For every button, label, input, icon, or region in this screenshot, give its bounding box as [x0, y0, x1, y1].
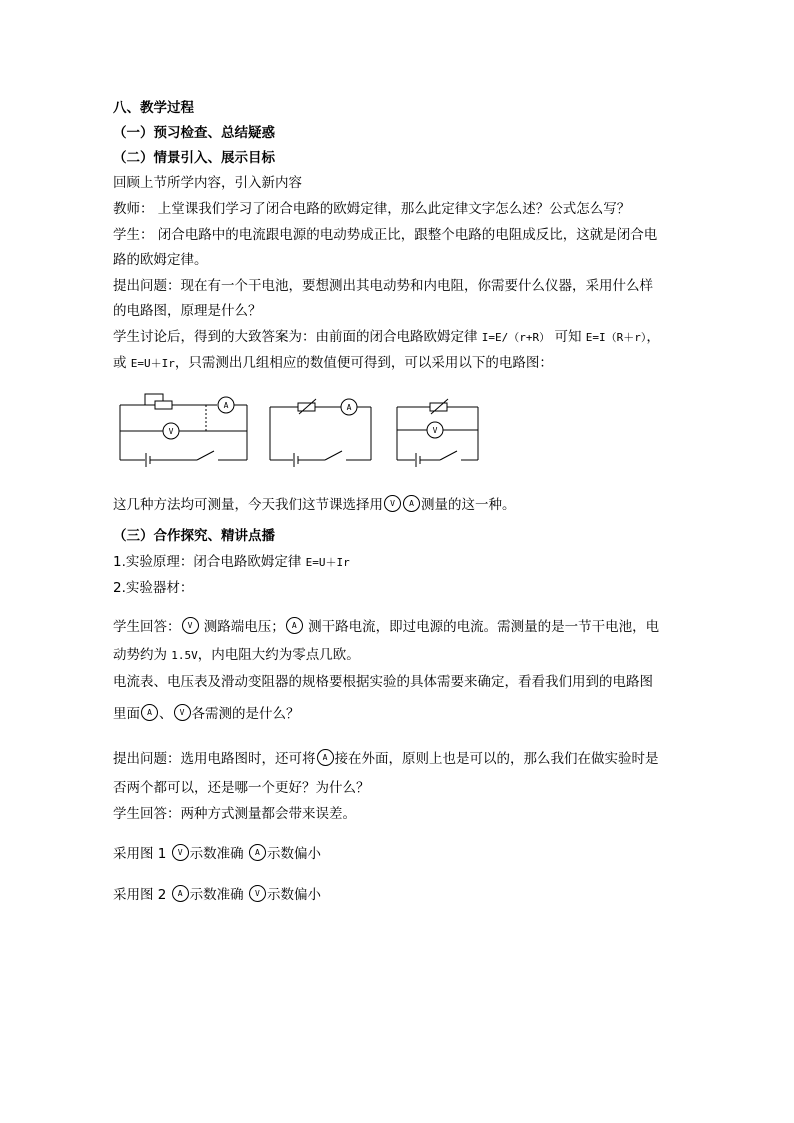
spec-line-1: 电流表、电压表及滑动变阻器的规格要根据实验的具体需要来确定，看看我们用到的电路图	[113, 674, 653, 690]
answer-text: 测干路电流，即过电源的电流。需测量的是一节干电池，电	[303, 619, 660, 635]
discussion-text: 可知	[550, 329, 586, 345]
student-answer-line-1: 学生： 闭合电路中的电流跟电源的电动势成正比，跟整个电路的电阻成反比，这就是闭合电	[113, 227, 658, 243]
ammeter-icon: A	[317, 749, 334, 766]
spec-text: 各需测的是什么？	[191, 706, 300, 722]
answer-text: 学生回答：	[113, 619, 181, 635]
spec-text: 、	[159, 706, 173, 722]
figure1-line	[113, 844, 321, 863]
teacher-line: 教师： 上堂课我们学习了闭合电路的欧姆定律，那么此定律文字怎么述？公式怎么写？	[113, 201, 631, 217]
formula-ohm: I=E/（r+R）	[481, 331, 551, 344]
figure-text: 示数偏小	[266, 887, 321, 903]
voltmeter-icon: V	[172, 844, 189, 861]
formula-emf: E=I（R＋r）	[585, 331, 647, 344]
question2-line-2: 否两个都可以，还是哪一个更好？为什么？	[113, 780, 370, 796]
intro-paragraph: 回顾上节所学内容，引入新内容	[113, 175, 302, 191]
ammeter-label: A	[346, 403, 352, 412]
voltmeter-icon: V	[384, 495, 401, 512]
figure-text: 采用图 2	[113, 887, 171, 903]
ammeter-icon: A	[249, 844, 266, 861]
discussion-text: ，只需测出几组相应的数值便可得到，可以采用以下的电路图：	[174, 355, 553, 371]
voltmeter-icon: V	[249, 885, 266, 902]
ammeter-label: A	[223, 401, 229, 410]
discussion-text: 或	[113, 355, 131, 371]
subsection-2: （二）情景引入、展示目标	[113, 150, 275, 166]
discussion-text: ，	[646, 329, 660, 345]
question-text: 接在外面，原则上也是可以的，那么我们在做实验时是	[334, 751, 659, 767]
ammeter-icon: A	[141, 704, 158, 721]
voltmeter-label: V	[168, 427, 174, 436]
methods-line	[113, 495, 516, 514]
question-line-1: 提出问题：现在有一个干电池，要想测出其电动势和内电阻，你需要什么仪器，采用什么样	[113, 278, 653, 294]
principle-line	[113, 553, 350, 572]
subsection-1: （一）预习检查、总结疑惑	[113, 125, 275, 141]
variable-arrow-icon	[299, 399, 316, 414]
answer-text: ，内电阻大约为零点几欧。	[197, 647, 360, 663]
answer-line-2	[113, 646, 360, 665]
voltmeter-icon: V	[182, 617, 199, 634]
figure-text: 示数偏小	[266, 846, 321, 862]
voltmeter-label: V	[432, 426, 438, 435]
rheostat-icon	[155, 401, 172, 409]
switch-icon	[325, 451, 342, 460]
principle-text: 1.实验原理：闭合电路欧姆定律	[113, 554, 306, 570]
ammeter-icon: A	[286, 617, 303, 634]
equipment-line: 2.实验器材：	[113, 580, 194, 596]
ammeter-icon: A	[172, 885, 189, 902]
spec-line-2	[113, 704, 300, 723]
discussion-line-1	[113, 328, 660, 347]
question2-line-1	[113, 749, 659, 768]
voltmeter-icon: V	[174, 704, 191, 721]
question-line-2: 的电路图，原理是什么？	[113, 303, 262, 319]
variable-arrow-icon	[431, 399, 448, 414]
formula-eu: E=U＋Ir	[130, 357, 175, 370]
circuit-3	[397, 399, 478, 467]
switch-icon	[197, 451, 214, 460]
discussion-text: 学生讨论后，得到的大致答案为：由前面的闭合电路欧姆定律	[113, 329, 482, 345]
figure-text: 采用图 1	[113, 846, 171, 862]
figure-text: 示数准确	[189, 846, 248, 862]
methods-text: 这几种方法均可测量，今天我们这节课选择用	[113, 497, 383, 513]
answer-line-1	[113, 617, 659, 636]
question-text: 提出问题：选用电路图时，还可将	[113, 751, 316, 767]
figure2-line	[113, 885, 321, 904]
circuit-diagrams	[0, 388, 794, 468]
methods-text: 测量的这一种。	[421, 497, 516, 513]
circuit-2	[270, 399, 371, 467]
switch-icon	[440, 451, 457, 460]
answer-text: 测路端电压；	[199, 619, 285, 635]
subsection-3: （三）合作探究、精讲点播	[113, 528, 275, 544]
section-heading: 八、教学过程	[113, 100, 194, 116]
formula-eu: E=U＋Ir	[305, 556, 350, 569]
figure-text: 示数准确	[189, 887, 248, 903]
ammeter-icon: A	[403, 495, 420, 512]
spec-text: 里面	[113, 706, 140, 722]
answer2-line: 学生回答：两种方式测量都会带来误差。	[113, 806, 356, 822]
answer-text: 动势约为	[113, 647, 172, 663]
student-answer-line-2: 路的欧姆定律。	[113, 252, 208, 268]
emf-value: 1.5V	[171, 649, 198, 662]
discussion-line-2	[113, 354, 553, 373]
